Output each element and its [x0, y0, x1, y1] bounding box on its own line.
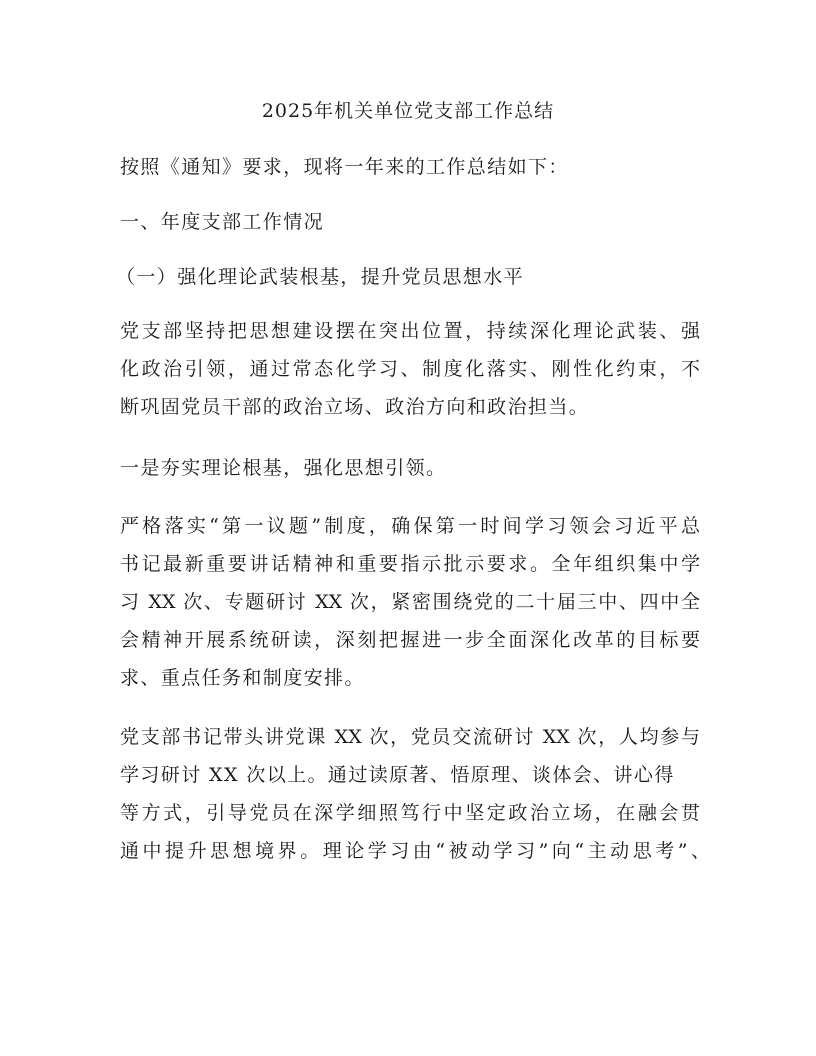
point-heading: 一是夯实理论根基，强化思想引领。: [120, 457, 447, 479]
subsection-heading: （一）强化理论武装根基，提升党员思想水平: [116, 266, 525, 288]
paragraph-1-line-1: 党支部坚持把思想建设摆在突出位置，持续深化理论武装、强: [120, 320, 700, 342]
section-heading: 一、年度支部工作情况: [120, 211, 325, 233]
paragraph-3-line-2: 学习研讨 XX 次以上。通过读原著、悟原理、谈体会、讲心得: [120, 764, 675, 786]
paragraph-3-line-1: 党支部书记带头讲党课 XX 次，党员交流研讨 XX 次，人均参与: [120, 726, 700, 748]
paragraph-2-line-5: 求、重点任务和制度安排。: [120, 667, 365, 689]
paragraph-3-line-3: 等方式，引导党员在深学细照笃行中坚定政治立场，在融会贯: [120, 802, 700, 824]
paragraph-2-line-4: 会精神开展系统研读，深刻把握进一步全面深化改革的目标要: [120, 629, 700, 651]
paragraph-2-line-2: 书记最新重要讲话精神和重要指示批示要求。全年组织集中学: [120, 553, 700, 575]
paragraph-3-line-4: 通中提升思想境界。理论学习由“被动学习”向“主动思考”、: [120, 840, 710, 862]
paragraph-1-line-2: 化政治引领，通过常态化学习、制度化落实、刚性化约束，不: [120, 358, 700, 380]
paragraph-1-line-3: 断巩固党员干部的政治立场、政治方向和政治担当。: [120, 396, 590, 418]
document-title: 2025年机关单位党支部工作总结: [261, 100, 555, 122]
paragraph-2-line-1: 严格落实“第一议题”制度，确保第一时间学习领会习近平总: [120, 515, 700, 537]
intro-line: 按照《通知》要求，现将一年来的工作总结如下：: [120, 156, 569, 178]
paragraph-2-line-3: 习 XX 次、专题研讨 XX 次，紧密围绕党的二十届三中、四中全: [120, 591, 700, 613]
